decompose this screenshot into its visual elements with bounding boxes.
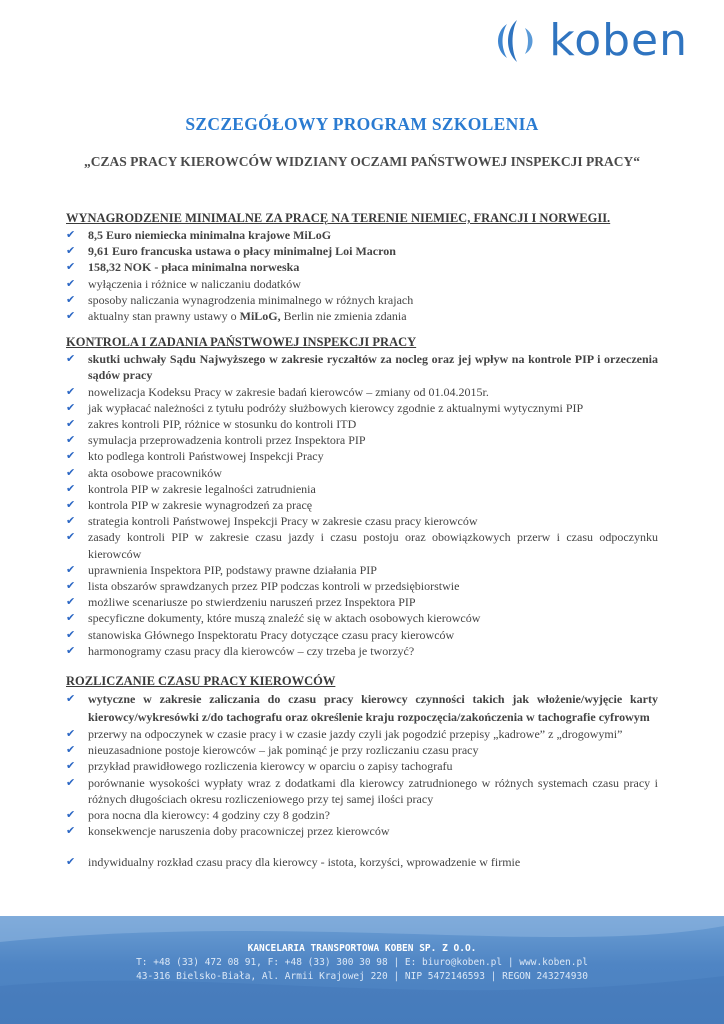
item-text: lista obszarów sprawdzanych przez PIP podczas kontroli w przedsiębiorstwie bbox=[88, 579, 460, 594]
item-text: strategia kontroli Państwowej Inspekcji Pracy w zakresie czasu pracy kierowców bbox=[88, 514, 478, 529]
item-text: przykład prawidłowego rozliczenia kierowcy w oparciu o zapisy tachografu bbox=[88, 759, 453, 774]
brand-name: koben bbox=[549, 15, 688, 66]
list-item bbox=[66, 308, 658, 324]
item-text: przerwy na odpoczynek w czasie pracy i w czasie jazdy czyli jak pogodzić przepisy „kadrowe” z „drogowymi” bbox=[88, 727, 623, 742]
item-text: aktualny stan prawny ustawy o bbox=[88, 309, 240, 324]
item-text: wyłączenia i różnice w naliczaniu dodatków bbox=[88, 276, 301, 291]
list-item bbox=[66, 854, 658, 870]
item-text-bold: MiLoG, bbox=[239, 309, 281, 324]
item-text: kto podlega kontroli Państwowej Inspekcji Pracy bbox=[88, 449, 324, 464]
item-text: indywidualny rozkład czasu pracy dla kierowcy - istota, korzyści, wprowadzenie w firmie bbox=[88, 854, 521, 869]
checkmark-icon: ✔ bbox=[66, 352, 76, 366]
checkmark-icon: ✔ bbox=[66, 643, 76, 657]
list-item bbox=[66, 643, 658, 659]
footer-contact: T: +48 (33) 472 08 91, F: +48 (33) 300 30 98 | E: biuro@koben.pl | www.koben.pl bbox=[136, 957, 588, 968]
list-item bbox=[66, 690, 658, 726]
list-item bbox=[66, 823, 658, 839]
item-text: nowelizacja Kodeksu Pracy w zakresie badań kierowców – zmiany od 01.04.2015r. bbox=[88, 384, 489, 399]
checkmark-icon: ✔ bbox=[66, 579, 76, 593]
item-text: 8,5 Euro niemiecka minimalna krajowe MiLoG bbox=[88, 228, 332, 242]
koben-logo-mark-icon bbox=[491, 14, 547, 68]
item-text: uprawnienia Inspektora PIP, podstawy prawne działania PIP bbox=[88, 562, 377, 577]
list-item bbox=[66, 610, 658, 626]
checkmark-icon: ✔ bbox=[66, 433, 76, 447]
list-item bbox=[66, 227, 658, 243]
section-list bbox=[66, 227, 658, 324]
item-text: 158,32 NOK - płaca minimalna norweska bbox=[88, 260, 300, 275]
section-heading: WYNAGRODZENIE MINIMALNE ZA PRACĘ NA TERENIE NIEMIEC, FRANCJI I NORWEGII. bbox=[66, 211, 611, 225]
list-item bbox=[66, 758, 658, 774]
item-text: wytyczne w zakresie zaliczania do czasu pracy kierowcy czynności takich jak włożenie/wyjęcie karty kierowcy/wykresówki z/do tachografu oraz określenie kraju rozpoczęcia/zakończenia w tachografie cyfrowym bbox=[88, 692, 658, 725]
list-item bbox=[66, 578, 658, 594]
footer bbox=[0, 916, 724, 1024]
checkmark-icon: ✔ bbox=[66, 465, 76, 479]
program-section bbox=[66, 673, 658, 870]
item-text: 9,61 Euro francuska ustawa o płacy minimalnej Loi Macron bbox=[88, 244, 396, 259]
list-item bbox=[66, 400, 658, 416]
list-item bbox=[66, 259, 658, 275]
footer-address: 43-316 Bielsko-Biała, Al. Armii Krajowej 220 | NIP 5472146593 | REGON 243274930 bbox=[136, 971, 588, 982]
section-heading: ROZLICZANIE CZASU PRACY KIEROWCÓW bbox=[66, 674, 336, 689]
section-heading: KONTROLA I ZADANIA PAŃSTWOWEJ INSPEKCJI PRACY bbox=[66, 335, 417, 350]
list-item bbox=[66, 292, 658, 308]
page-title: SZCZEGÓŁOWY PROGRAM SZKOLENIA bbox=[185, 114, 539, 134]
checkmark-icon: ✔ bbox=[66, 400, 76, 414]
checkmark-icon: ✔ bbox=[66, 481, 76, 495]
checkmark-icon: ✔ bbox=[66, 692, 76, 706]
item-text: kontrola PIP w zakresie legalności zatrudnienia bbox=[88, 481, 316, 496]
item-text: akta osobowe pracowników bbox=[88, 465, 222, 480]
list-item bbox=[66, 627, 658, 643]
item-text: porównanie wysokości wypłaty wraz z dodatkami dla kierowcy zatrudnionego w różnych systemach czasu pracy i różnych długościach okresu rozliczeniowego przy tej samej ilości pracy bbox=[88, 775, 658, 806]
list-item bbox=[66, 594, 658, 610]
list-item bbox=[66, 465, 658, 481]
item-text: pora nocna dla kierowcy: 4 godziny czy 8 godzin? bbox=[88, 808, 330, 823]
item-text: skutki uchwały Sądu Najwyższego w zakresie ryczałtów za nocleg oraz jej wpływ na kontrole PIP i orzeczenia sądów pracy bbox=[88, 352, 658, 383]
list-item bbox=[66, 513, 658, 529]
list-item bbox=[66, 384, 658, 400]
page-subtitle: „CZAS PRACY KIEROWCÓW WIDZIANY OCZAMI PAŃSTWOWEJ INSPEKCJI PRACY“ bbox=[84, 154, 640, 169]
list-item bbox=[66, 562, 658, 578]
checkmark-icon: ✔ bbox=[66, 260, 76, 274]
item-text: zakres kontroli PIP, różnice w stosunku do kontroli ITD bbox=[88, 417, 357, 432]
list-item bbox=[66, 416, 658, 432]
checkmark-icon: ✔ bbox=[66, 727, 76, 741]
item-text: stanowiska Głównego Inspektoratu Pracy dotyczące czasu pracy kierowców bbox=[88, 627, 455, 642]
list-item bbox=[66, 775, 658, 807]
program-section bbox=[66, 210, 658, 324]
list-item bbox=[66, 432, 658, 448]
list-item bbox=[66, 481, 658, 497]
section-list bbox=[66, 351, 658, 659]
item-text: zasady kontroli PIP w zakresie czasu jazdy i czasu postoju oraz obowiązkowych przerw i czasu odpoczynku kierowców bbox=[88, 530, 658, 561]
item-text: harmonogramy czasu pracy dla kierowców – czy trzeba je tworzyć? bbox=[88, 643, 415, 658]
checkmark-icon: ✔ bbox=[66, 449, 76, 463]
item-text: nieuzasadnione postoje kierowców – jak pominąć je przy rozliczaniu czasu pracy bbox=[88, 743, 479, 758]
checkmark-icon: ✔ bbox=[66, 276, 76, 290]
checkmark-icon: ✔ bbox=[66, 530, 76, 544]
checkmark-icon: ✔ bbox=[66, 627, 76, 641]
checkmark-icon: ✔ bbox=[66, 498, 76, 512]
item-text: jak wypłacać należności z tytułu podróży służbowych kierowcy zgodnie z aktualnymi wytycznymi PIP bbox=[88, 400, 584, 415]
list-item bbox=[66, 243, 658, 259]
program-section bbox=[66, 334, 658, 659]
checkmark-icon: ✔ bbox=[66, 808, 76, 822]
checkmark-icon: ✔ bbox=[66, 384, 76, 398]
checkmark-icon: ✔ bbox=[66, 292, 76, 306]
checkmark-icon: ✔ bbox=[66, 824, 76, 838]
footer-wave-decoration bbox=[0, 916, 724, 1024]
footer-company: KANCELARIA TRANSPORTOWA KOBEN SP. Z O.O. bbox=[247, 943, 477, 954]
section-list bbox=[66, 690, 658, 870]
list-item bbox=[66, 351, 658, 383]
list-item bbox=[66, 742, 658, 758]
checkmark-icon: ✔ bbox=[66, 228, 76, 241]
checkmark-icon: ✔ bbox=[66, 562, 76, 576]
item-text: Berlin nie zmienia zdania bbox=[280, 309, 407, 324]
checkmark-icon: ✔ bbox=[66, 309, 76, 323]
item-text: konsekwencje naruszenia doby pracowniczej przez kierowców bbox=[88, 824, 390, 839]
checkmark-icon: ✔ bbox=[66, 595, 76, 609]
checkmark-icon: ✔ bbox=[66, 775, 76, 789]
list-item bbox=[66, 726, 658, 742]
checkmark-icon: ✔ bbox=[66, 514, 76, 528]
item-text: możliwe scenariusze po stwierdzeniu naruszeń przez Inspektora PIP bbox=[88, 595, 416, 610]
program-content bbox=[66, 210, 658, 880]
checkmark-icon: ✔ bbox=[66, 759, 76, 773]
checkmark-icon: ✔ bbox=[66, 611, 76, 625]
checkmark-icon: ✔ bbox=[66, 743, 76, 757]
list-spacer bbox=[66, 840, 658, 854]
list-item bbox=[66, 807, 658, 823]
koben-logo bbox=[491, 14, 688, 68]
checkmark-icon: ✔ bbox=[66, 244, 76, 258]
item-text: specyficzne dokumenty, które muszą znaleźć się w aktach osobowych kierowców bbox=[88, 611, 481, 626]
item-text: sposoby naliczania wynagrodzenia minimalnego w różnych krajach bbox=[88, 292, 414, 307]
list-item bbox=[66, 276, 658, 292]
checkmark-icon: ✔ bbox=[66, 417, 76, 431]
item-text: symulacja przeprowadzenia kontroli przez Inspektora PIP bbox=[88, 433, 366, 448]
list-item bbox=[66, 448, 658, 464]
list-item bbox=[66, 529, 658, 561]
item-text: kontrola PIP w zakresie wynagrodzeń za pracę bbox=[88, 498, 313, 513]
checkmark-icon: ✔ bbox=[66, 854, 76, 868]
list-item bbox=[66, 497, 658, 513]
